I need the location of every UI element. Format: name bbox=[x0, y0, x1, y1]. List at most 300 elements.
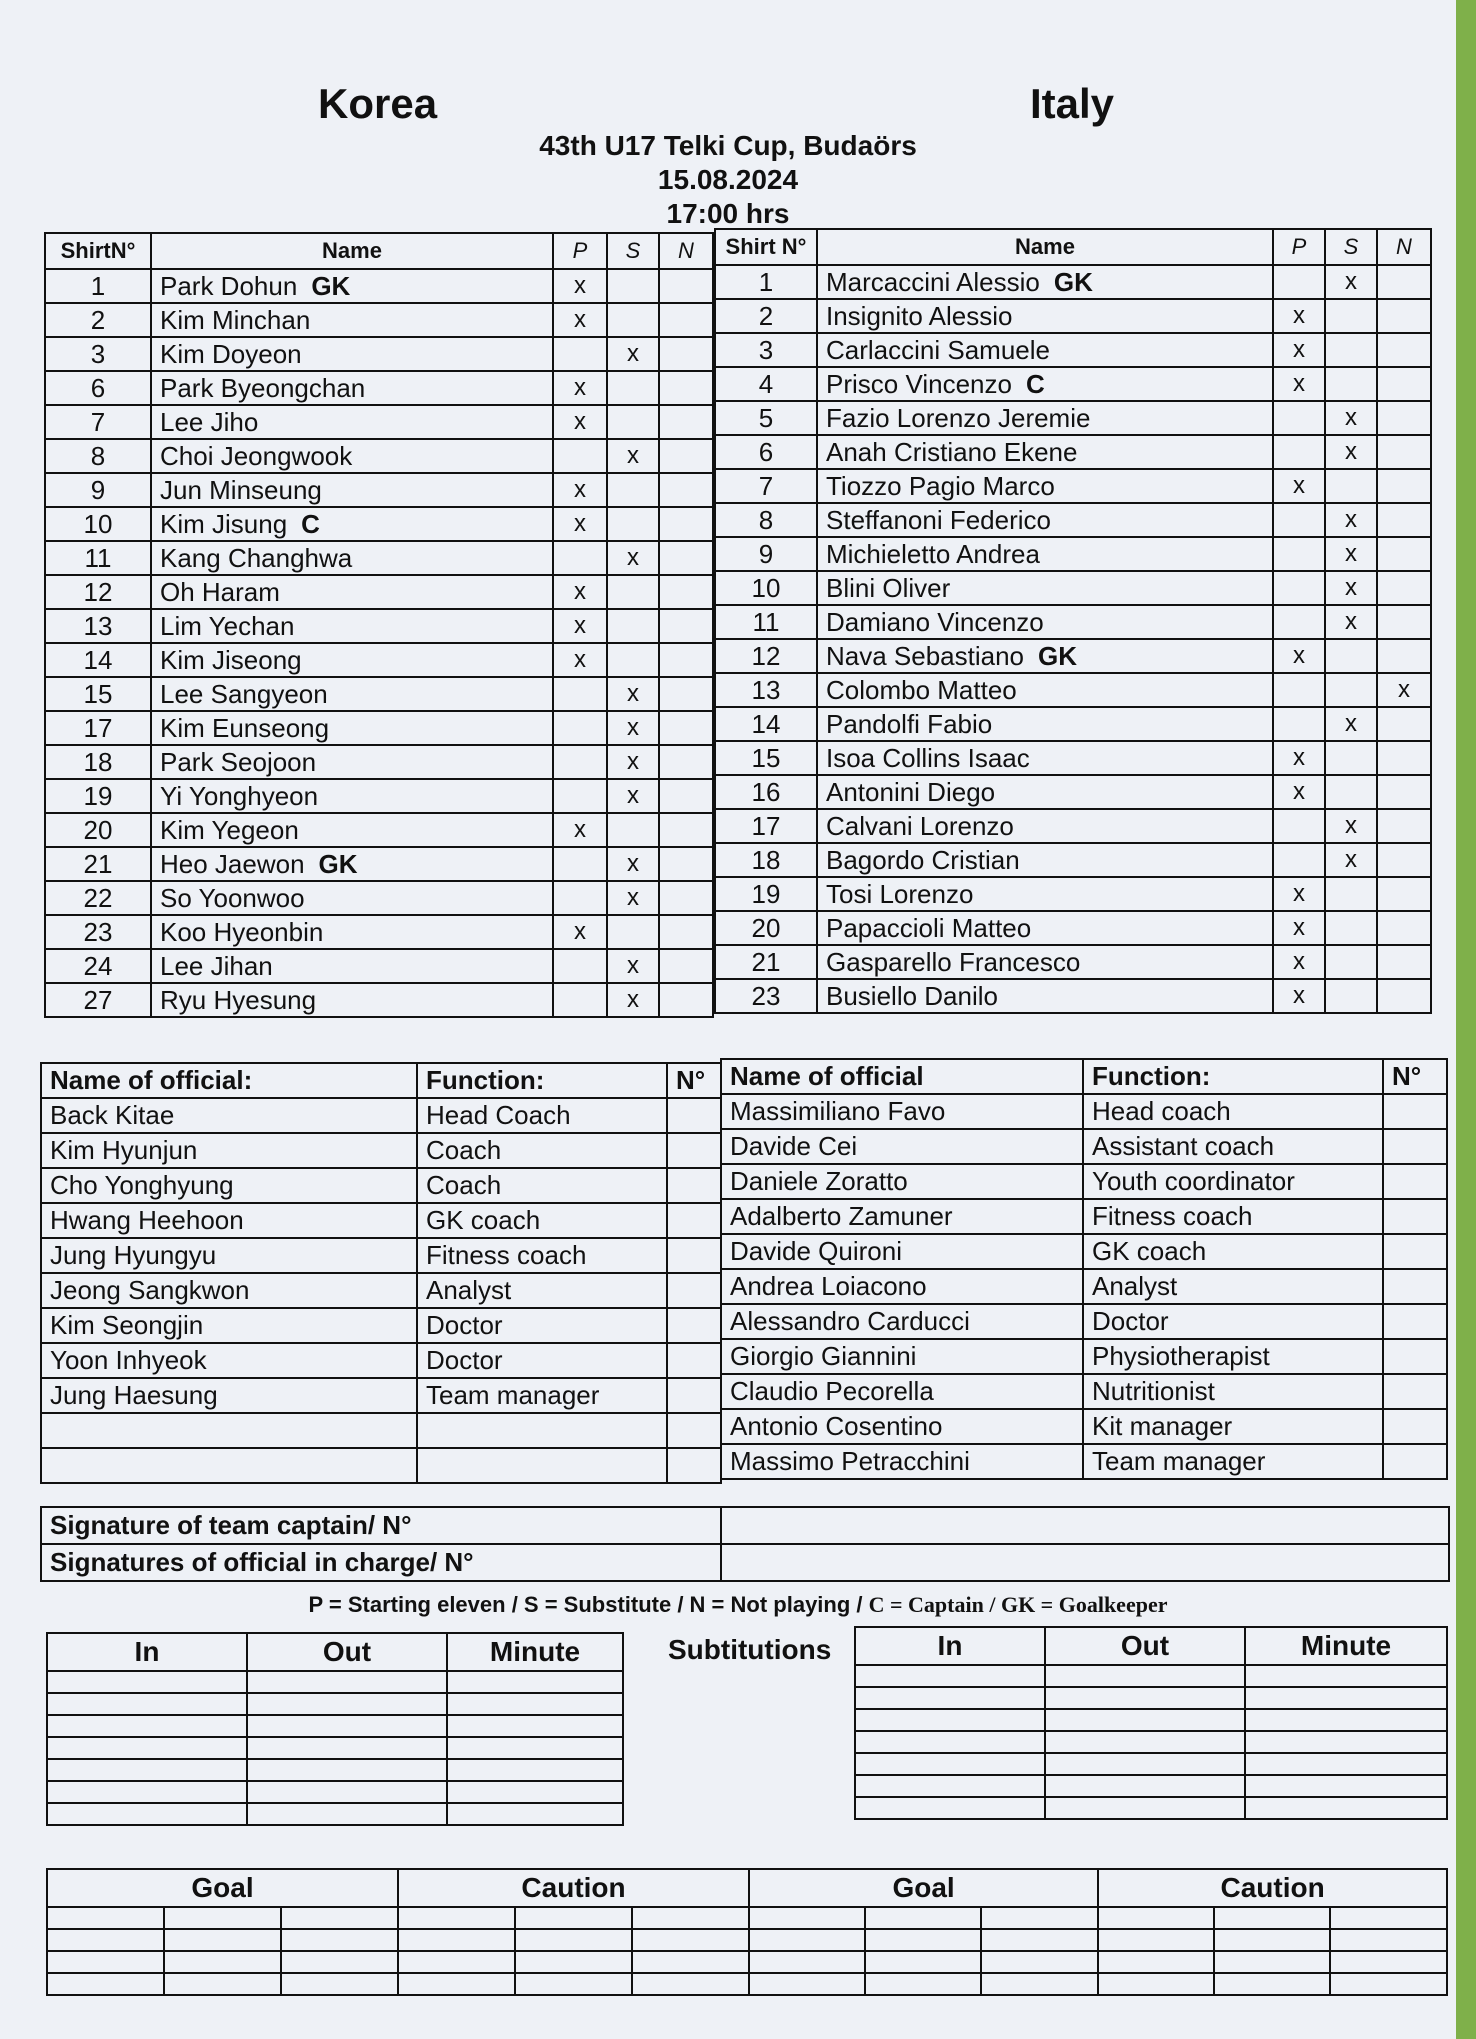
player-name: Oh Haram bbox=[160, 576, 280, 607]
blank-cell[interactable] bbox=[515, 1951, 632, 1973]
player-name-cell bbox=[151, 439, 553, 473]
status-p-cell bbox=[1273, 605, 1325, 639]
player-name-cell bbox=[151, 303, 553, 337]
korea-roster-table bbox=[44, 232, 714, 1018]
blank-cell[interactable] bbox=[632, 1951, 749, 1973]
player-name: Lee Sangyeon bbox=[160, 678, 328, 709]
blank-cell[interactable] bbox=[515, 1973, 632, 1995]
sub-in-header: In bbox=[47, 1633, 247, 1671]
status-s-cell bbox=[1325, 911, 1377, 945]
player-name: Antonini Diego bbox=[826, 776, 996, 807]
blank-cell[interactable] bbox=[1245, 1709, 1447, 1731]
blank-cell[interactable] bbox=[865, 1973, 981, 1995]
player-row bbox=[45, 405, 713, 439]
official-row bbox=[721, 1129, 1447, 1164]
player-name: Park Byeongchan bbox=[160, 372, 366, 403]
player-row bbox=[715, 265, 1431, 299]
blank-cell[interactable] bbox=[865, 1907, 981, 1929]
status-n-cell bbox=[659, 269, 713, 303]
blank-cell[interactable] bbox=[855, 1709, 1045, 1731]
player-row bbox=[715, 877, 1431, 911]
player-row bbox=[715, 707, 1431, 741]
blank-cell[interactable] bbox=[47, 1803, 247, 1825]
official-name: Claudio Pecorella bbox=[721, 1374, 1083, 1409]
player-row bbox=[45, 269, 713, 303]
blank-cell[interactable] bbox=[1330, 1929, 1447, 1951]
shirt-number: 14 bbox=[45, 643, 151, 677]
player-row bbox=[45, 337, 713, 371]
blank-cell[interactable] bbox=[515, 1929, 632, 1951]
status-s-cell: x bbox=[1325, 605, 1377, 639]
status-n-cell bbox=[1377, 537, 1431, 571]
official-name: Kim Seongjin bbox=[41, 1308, 417, 1343]
blank-cell[interactable] bbox=[447, 1781, 623, 1803]
goals-cautions-table bbox=[46, 1868, 1448, 1996]
official-number bbox=[1383, 1304, 1447, 1339]
blank-cell[interactable] bbox=[855, 1665, 1045, 1687]
blank-cell[interactable] bbox=[47, 1781, 247, 1803]
blank-cell[interactable] bbox=[865, 1929, 981, 1951]
official-number bbox=[1383, 1199, 1447, 1234]
sub-out-header: Out bbox=[247, 1633, 447, 1671]
player-role-tag: GK bbox=[1038, 640, 1078, 671]
substitution-row bbox=[855, 1731, 1447, 1753]
player-name-cell bbox=[151, 269, 553, 303]
captain-signature-field[interactable] bbox=[721, 1507, 1449, 1544]
official-function: Team manager bbox=[1083, 1444, 1383, 1479]
blank-cell[interactable] bbox=[1245, 1753, 1447, 1775]
blank-cell[interactable] bbox=[632, 1907, 749, 1929]
blank-cell[interactable] bbox=[398, 1929, 515, 1951]
official-name: Davide Cei bbox=[721, 1129, 1083, 1164]
official-function: Head coach bbox=[1083, 1094, 1383, 1129]
status-p-cell bbox=[553, 677, 607, 711]
blank-cell[interactable] bbox=[247, 1759, 447, 1781]
blank-cell[interactable] bbox=[1330, 1973, 1447, 1995]
status-n-cell bbox=[1377, 503, 1431, 537]
player-name-cell bbox=[817, 571, 1273, 605]
player-name: Park Seojoon bbox=[160, 746, 317, 777]
blank-cell[interactable] bbox=[749, 1973, 865, 1995]
shirt-number: 15 bbox=[45, 677, 151, 711]
blank-cell[interactable] bbox=[1045, 1687, 1245, 1709]
status-s-cell bbox=[607, 303, 659, 337]
blank-cell[interactable] bbox=[247, 1803, 447, 1825]
blank-cell[interactable] bbox=[247, 1693, 447, 1715]
official-row bbox=[41, 1203, 721, 1238]
blank-cell[interactable] bbox=[632, 1929, 749, 1951]
blank-cell[interactable] bbox=[247, 1671, 447, 1693]
away-team-name: Italy bbox=[1030, 80, 1115, 127]
blank-cell[interactable] bbox=[1045, 1753, 1245, 1775]
player-row bbox=[715, 741, 1431, 775]
player-name: Kim Doyeon bbox=[160, 338, 302, 369]
blank-cell[interactable] bbox=[1245, 1731, 1447, 1753]
player-name-cell bbox=[817, 741, 1273, 775]
player-name-cell bbox=[817, 673, 1273, 707]
blank-cell[interactable] bbox=[447, 1693, 623, 1715]
player-row bbox=[715, 435, 1431, 469]
official-row bbox=[721, 1199, 1447, 1234]
substitution-row bbox=[47, 1759, 623, 1781]
blank-cell[interactable] bbox=[1098, 1929, 1214, 1951]
official-row bbox=[721, 1234, 1447, 1269]
player-name-cell bbox=[817, 707, 1273, 741]
official-name: Hwang Heehoon bbox=[41, 1203, 417, 1238]
blank-cell[interactable] bbox=[1214, 1951, 1330, 1973]
blank-cell[interactable] bbox=[981, 1951, 1098, 1973]
player-name-cell bbox=[817, 333, 1273, 367]
official-name: Kim Hyunjun bbox=[41, 1133, 417, 1168]
event-row bbox=[47, 1951, 1447, 1973]
official-row bbox=[721, 1374, 1447, 1409]
shirt-number: 7 bbox=[715, 469, 817, 503]
player-name: Heo Jaewon bbox=[160, 848, 305, 879]
status-n-cell bbox=[659, 439, 713, 473]
signature-table bbox=[40, 1506, 1450, 1582]
official-function: Assistant coach bbox=[1083, 1129, 1383, 1164]
status-n-cell bbox=[1377, 945, 1431, 979]
blank-cell[interactable] bbox=[247, 1715, 447, 1737]
player-name-cell bbox=[817, 299, 1273, 333]
status-p-cell: x bbox=[553, 303, 607, 337]
player-role-tag: GK bbox=[318, 848, 358, 879]
official-number bbox=[1383, 1269, 1447, 1304]
blank-cell[interactable] bbox=[1245, 1797, 1447, 1819]
official-row bbox=[41, 1308, 721, 1343]
status-n-cell bbox=[659, 541, 713, 575]
korea-substitutions-table bbox=[46, 1632, 624, 1826]
blank-cell[interactable] bbox=[47, 1951, 164, 1973]
blank-cell[interactable] bbox=[1245, 1665, 1447, 1687]
player-name-cell bbox=[817, 367, 1273, 401]
player-row bbox=[715, 809, 1431, 843]
official-number bbox=[667, 1168, 721, 1203]
player-role-tag: C bbox=[301, 508, 320, 539]
player-row bbox=[45, 541, 713, 575]
blank-cell[interactable] bbox=[1330, 1907, 1447, 1929]
status-s-cell: x bbox=[1325, 435, 1377, 469]
shirt-number: 12 bbox=[715, 639, 817, 673]
player-name: Steffanoni Federico bbox=[826, 504, 1051, 535]
shirt-number: 15 bbox=[715, 741, 817, 775]
official-row bbox=[721, 1094, 1447, 1129]
blank-cell[interactable] bbox=[164, 1951, 281, 1973]
official-function: Nutritionist bbox=[1083, 1374, 1383, 1409]
status-p-cell: x bbox=[553, 371, 607, 405]
home-team-name: Korea bbox=[318, 80, 438, 127]
player-name-cell bbox=[151, 507, 553, 541]
shirt-number: 23 bbox=[715, 979, 817, 1013]
status-s-cell bbox=[1325, 469, 1377, 503]
status-s-cell: x bbox=[1325, 503, 1377, 537]
not-playing-header: N bbox=[659, 233, 713, 269]
blank-cell[interactable] bbox=[632, 1973, 749, 1995]
blank-cell[interactable] bbox=[1214, 1907, 1330, 1929]
official-number bbox=[1383, 1444, 1447, 1479]
status-p-cell bbox=[553, 983, 607, 1017]
player-role-tag: GK bbox=[1053, 266, 1093, 297]
player-row bbox=[45, 949, 713, 983]
italy-caution-header: Caution bbox=[1098, 1869, 1447, 1907]
official-number bbox=[667, 1448, 721, 1483]
blank-cell[interactable] bbox=[1214, 1973, 1330, 1995]
blank-cell[interactable] bbox=[1330, 1951, 1447, 1973]
blank-cell[interactable] bbox=[447, 1671, 623, 1693]
shirt-number: 16 bbox=[715, 775, 817, 809]
blank-cell[interactable] bbox=[749, 1907, 865, 1929]
starting-header: P bbox=[1273, 229, 1325, 265]
status-n-cell bbox=[659, 337, 713, 371]
status-n-cell bbox=[1377, 571, 1431, 605]
status-n-cell bbox=[659, 983, 713, 1017]
sub-minute-header: Minute bbox=[1245, 1627, 1447, 1665]
official-number bbox=[1383, 1409, 1447, 1444]
blank-cell[interactable] bbox=[247, 1737, 447, 1759]
blank-cell[interactable] bbox=[1245, 1687, 1447, 1709]
player-name: Kim Jisung bbox=[160, 508, 288, 539]
blank-cell[interactable] bbox=[47, 1693, 247, 1715]
blank-cell[interactable] bbox=[281, 1973, 398, 1995]
official-row bbox=[41, 1413, 721, 1448]
shirt-number: 9 bbox=[45, 473, 151, 507]
legend-status-codes: P = Starting eleven / S = Substitute / N = Not playing / bbox=[308, 1592, 869, 1617]
korea-caution-header: Caution bbox=[398, 1869, 749, 1907]
shirt-number: 14 bbox=[715, 707, 817, 741]
blank-cell[interactable] bbox=[1098, 1907, 1214, 1929]
sub-minute-header: Minute bbox=[447, 1633, 623, 1671]
blank-cell[interactable] bbox=[1045, 1775, 1245, 1797]
blank-cell[interactable] bbox=[981, 1907, 1098, 1929]
player-role-tag: C bbox=[1025, 368, 1045, 399]
blank-cell[interactable] bbox=[855, 1775, 1045, 1797]
blank-cell[interactable] bbox=[164, 1929, 281, 1951]
status-s-cell: x bbox=[1325, 809, 1377, 843]
player-row bbox=[715, 571, 1431, 605]
status-s-cell bbox=[1325, 741, 1377, 775]
official-name bbox=[41, 1413, 417, 1448]
official-name: Alessandro Carducci bbox=[721, 1304, 1083, 1339]
official-function: GK coach bbox=[1083, 1234, 1383, 1269]
player-name-cell bbox=[151, 337, 553, 371]
player-name-cell bbox=[817, 435, 1273, 469]
status-n-cell bbox=[1377, 435, 1431, 469]
blank-cell[interactable] bbox=[164, 1973, 281, 1995]
official-function: Kit manager bbox=[1083, 1409, 1383, 1444]
player-name-cell bbox=[151, 813, 553, 847]
blank-cell[interactable] bbox=[281, 1929, 398, 1951]
official-function: Doctor bbox=[417, 1308, 667, 1343]
player-name: Carlaccini Samuele bbox=[826, 334, 1050, 365]
status-s-cell bbox=[1325, 333, 1377, 367]
player-name-cell bbox=[151, 983, 553, 1017]
shirt-number: 8 bbox=[45, 439, 151, 473]
status-n-cell bbox=[1377, 843, 1431, 877]
blank-cell[interactable] bbox=[855, 1731, 1045, 1753]
official-name: Cho Yonghyung bbox=[41, 1168, 417, 1203]
blank-cell[interactable] bbox=[47, 1929, 164, 1951]
blank-cell[interactable] bbox=[398, 1907, 515, 1929]
official-number bbox=[667, 1098, 721, 1133]
status-p-cell: x bbox=[1273, 945, 1325, 979]
player-row bbox=[45, 439, 713, 473]
status-p-cell: x bbox=[1273, 911, 1325, 945]
status-n-cell bbox=[1377, 265, 1431, 299]
player-name: Colombo Matteo bbox=[826, 674, 1017, 705]
status-s-cell bbox=[1325, 775, 1377, 809]
blank-cell[interactable] bbox=[749, 1951, 865, 1973]
status-n-cell bbox=[1377, 707, 1431, 741]
status-p-cell: x bbox=[553, 609, 607, 643]
player-name-cell bbox=[817, 945, 1273, 979]
official-number bbox=[667, 1378, 721, 1413]
substitute-header: S bbox=[607, 233, 659, 269]
player-name-cell bbox=[151, 371, 553, 405]
blank-cell[interactable] bbox=[281, 1951, 398, 1973]
official-name: Massimiliano Favo bbox=[721, 1094, 1083, 1129]
korea-goal-header: Goal bbox=[47, 1869, 398, 1907]
substitution-row bbox=[47, 1781, 623, 1803]
player-name: Lee Jiho bbox=[160, 406, 259, 437]
official-signature-field[interactable] bbox=[721, 1544, 1449, 1581]
player-name: Gasparello Francesco bbox=[826, 946, 1081, 977]
player-name: So Yoonwoo bbox=[160, 882, 305, 913]
blank-cell[interactable] bbox=[855, 1687, 1045, 1709]
blank-cell[interactable] bbox=[749, 1929, 865, 1951]
blank-cell[interactable] bbox=[398, 1951, 515, 1973]
shirt-number: 6 bbox=[715, 435, 817, 469]
player-name: Marcaccini Alessio bbox=[826, 266, 1040, 297]
blank-cell[interactable] bbox=[447, 1803, 623, 1825]
shirt-number: 12 bbox=[45, 575, 151, 609]
blank-cell[interactable] bbox=[981, 1929, 1098, 1951]
blank-cell[interactable] bbox=[515, 1907, 632, 1929]
blank-cell[interactable] bbox=[47, 1671, 247, 1693]
shirt-number-header: Shirt N° bbox=[715, 229, 817, 265]
blank-cell[interactable] bbox=[47, 1973, 164, 1995]
status-p-cell bbox=[553, 881, 607, 915]
status-n-cell bbox=[659, 405, 713, 439]
official-function: Fitness coach bbox=[1083, 1199, 1383, 1234]
official-number-header: N° bbox=[1383, 1059, 1447, 1094]
status-p-cell: x bbox=[553, 915, 607, 949]
blank-cell[interactable] bbox=[855, 1797, 1045, 1819]
official-row bbox=[41, 1273, 721, 1308]
blank-cell[interactable] bbox=[1214, 1929, 1330, 1951]
status-n-cell bbox=[659, 643, 713, 677]
status-n-cell bbox=[659, 847, 713, 881]
italy-substitutions-table bbox=[854, 1626, 1448, 1820]
official-function: GK coach bbox=[417, 1203, 667, 1238]
blank-cell[interactable] bbox=[47, 1759, 247, 1781]
player-row bbox=[45, 609, 713, 643]
player-name-header: Name bbox=[817, 229, 1273, 265]
player-row bbox=[715, 367, 1431, 401]
blank-cell[interactable] bbox=[1245, 1775, 1447, 1797]
shirt-number: 4 bbox=[715, 367, 817, 401]
blank-cell[interactable] bbox=[1045, 1731, 1245, 1753]
official-row bbox=[721, 1304, 1447, 1339]
player-row bbox=[45, 303, 713, 337]
substitution-row bbox=[855, 1687, 1447, 1709]
status-p-cell: x bbox=[553, 575, 607, 609]
player-name-cell bbox=[817, 877, 1273, 911]
blank-cell[interactable] bbox=[447, 1715, 623, 1737]
substitution-row bbox=[47, 1715, 623, 1737]
blank-cell[interactable] bbox=[47, 1737, 247, 1759]
player-name-cell bbox=[817, 639, 1273, 673]
blank-cell[interactable] bbox=[447, 1759, 623, 1781]
blank-cell[interactable] bbox=[1045, 1797, 1245, 1819]
substitution-row bbox=[855, 1753, 1447, 1775]
official-name: Antonio Cosentino bbox=[721, 1409, 1083, 1444]
official-number bbox=[667, 1308, 721, 1343]
blank-cell[interactable] bbox=[1098, 1951, 1214, 1973]
sub-out-header: Out bbox=[1045, 1627, 1245, 1665]
status-s-cell: x bbox=[1325, 537, 1377, 571]
player-row bbox=[45, 983, 713, 1017]
status-p-cell: x bbox=[553, 473, 607, 507]
player-row bbox=[45, 711, 713, 745]
status-p-cell: x bbox=[553, 507, 607, 541]
player-name: Kim Eunseong bbox=[160, 712, 330, 743]
player-name-cell bbox=[151, 745, 553, 779]
player-row bbox=[45, 847, 713, 881]
player-row bbox=[715, 299, 1431, 333]
blank-cell[interactable] bbox=[281, 1907, 398, 1929]
blank-cell[interactable] bbox=[47, 1715, 247, 1737]
blank-cell[interactable] bbox=[865, 1951, 981, 1973]
status-s-cell: x bbox=[1325, 571, 1377, 605]
player-name: Prisco Vincenzo bbox=[826, 368, 1012, 399]
official-row bbox=[41, 1343, 721, 1378]
status-n-cell bbox=[1377, 299, 1431, 333]
italy-goal-header: Goal bbox=[749, 1869, 1098, 1907]
blank-cell[interactable] bbox=[1045, 1665, 1245, 1687]
official-function bbox=[417, 1413, 667, 1448]
player-name-cell bbox=[817, 911, 1273, 945]
player-name-cell bbox=[151, 881, 553, 915]
player-row bbox=[45, 881, 713, 915]
status-n-cell bbox=[659, 813, 713, 847]
blank-cell[interactable] bbox=[47, 1907, 164, 1929]
blank-cell[interactable] bbox=[1045, 1709, 1245, 1731]
blank-cell[interactable] bbox=[164, 1907, 281, 1929]
player-name-cell bbox=[817, 265, 1273, 299]
status-s-cell: x bbox=[607, 677, 659, 711]
player-name: Busiello Danilo bbox=[826, 980, 998, 1011]
player-row bbox=[45, 779, 713, 813]
official-row bbox=[41, 1448, 721, 1483]
status-n-cell bbox=[1377, 639, 1431, 673]
player-name: Kang Changhwa bbox=[160, 542, 353, 573]
status-p-cell bbox=[1273, 401, 1325, 435]
blank-cell[interactable] bbox=[855, 1753, 1045, 1775]
status-n-cell bbox=[1377, 401, 1431, 435]
status-s-cell bbox=[1325, 367, 1377, 401]
shirt-number: 3 bbox=[715, 333, 817, 367]
status-n-cell bbox=[1377, 877, 1431, 911]
blank-cell[interactable] bbox=[981, 1973, 1098, 1995]
substitution-row bbox=[47, 1803, 623, 1825]
blank-cell[interactable] bbox=[447, 1737, 623, 1759]
player-name-cell bbox=[151, 643, 553, 677]
status-s-cell bbox=[607, 405, 659, 439]
blank-cell[interactable] bbox=[247, 1781, 447, 1803]
blank-cell[interactable] bbox=[398, 1973, 515, 1995]
official-name: Massimo Petracchini bbox=[721, 1444, 1083, 1479]
blank-cell[interactable] bbox=[1098, 1973, 1214, 1995]
